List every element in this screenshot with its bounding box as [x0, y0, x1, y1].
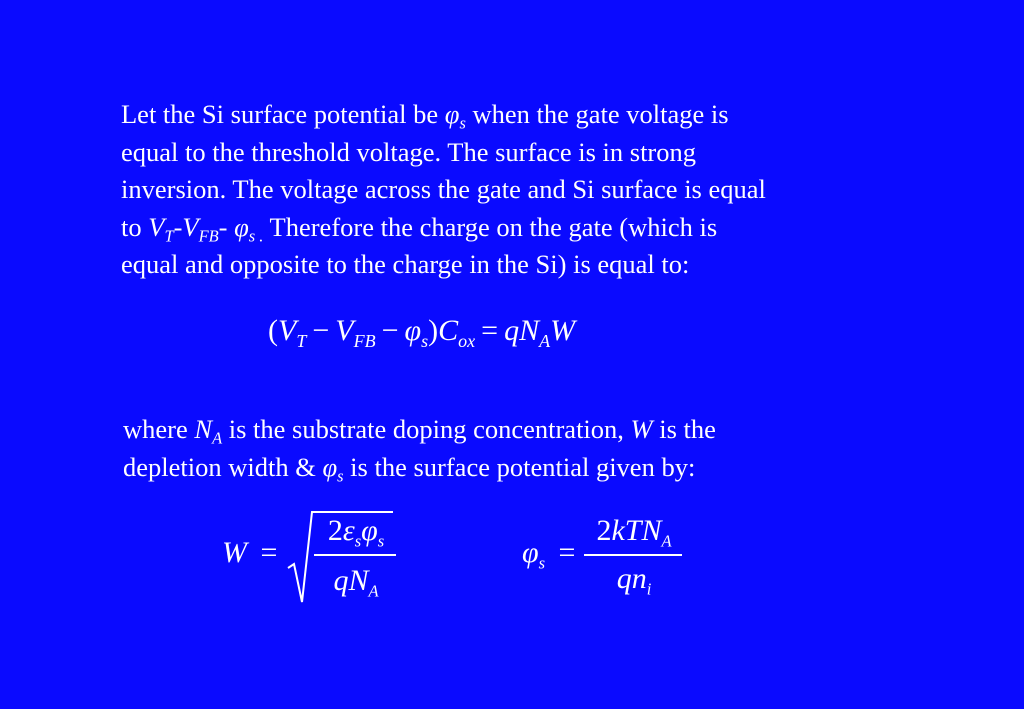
subscript: s [354, 531, 362, 551]
subscript: FB [353, 330, 376, 351]
subscript: ox [458, 330, 476, 351]
text: Therefore the charge on the gate (which is [263, 211, 718, 242]
fraction-bar [314, 554, 396, 556]
paren: ) [428, 314, 439, 347]
para2-line1 [123, 411, 716, 449]
fraction-bar [584, 554, 682, 556]
symbol: V [278, 314, 297, 347]
text: is the surface potential given by: [343, 451, 696, 482]
fraction-denominator [584, 562, 684, 599]
para1-line4 [121, 209, 766, 247]
paragraph-definitions [123, 411, 716, 486]
operator: − [381, 314, 399, 347]
symbol: qn [616, 562, 647, 595]
subscript: FB [198, 225, 219, 245]
para1-line1 [121, 96, 766, 134]
symbol: N [348, 564, 369, 597]
equation-lhs [222, 536, 283, 570]
text: - [218, 211, 235, 242]
equation-surface-potential [522, 512, 702, 602]
symbol: N [194, 414, 213, 444]
symbol: V [148, 211, 165, 242]
subscript: i [646, 579, 652, 599]
subscript: s . [248, 225, 264, 245]
operator: − [312, 314, 330, 347]
subscript: A [368, 581, 379, 601]
subscript: s [377, 531, 385, 551]
operator: = [260, 536, 278, 569]
text: is the [652, 414, 716, 444]
para1-line5: equal and opposite to the charge in the Si) is equal to: [121, 249, 690, 279]
symbol: V [335, 314, 354, 347]
text: where [123, 414, 195, 444]
phi-symbol: φ [444, 99, 460, 129]
subscript: T [296, 330, 307, 351]
fraction-denominator [318, 564, 394, 601]
text: to [121, 211, 149, 242]
fraction-numerator [584, 514, 684, 551]
operator: = [558, 536, 576, 569]
phi-symbol: φ [522, 536, 539, 569]
fraction-numerator [318, 514, 394, 551]
equation-depletion-width [222, 506, 422, 616]
symbol: q [504, 314, 520, 347]
subscript: A [539, 330, 551, 351]
subscript: s [337, 465, 344, 485]
text: when the gate voltage is [465, 99, 729, 129]
digit: 2 [596, 514, 612, 547]
subscript: A [661, 531, 672, 551]
symbol: W [630, 414, 653, 444]
text: is the substrate doping concentration, [222, 414, 631, 444]
text: - [173, 211, 183, 242]
phi-symbol: φ [404, 314, 422, 347]
para2-line2 [123, 449, 716, 487]
symbol: q [333, 564, 349, 597]
subscript: T [164, 225, 174, 245]
paragraph-surface-potential [121, 96, 766, 284]
operator: = [481, 314, 499, 347]
equation-lhs [522, 536, 581, 573]
paren: ( [268, 314, 278, 347]
symbol: kTN [611, 514, 662, 547]
phi-symbol: φ [322, 451, 338, 482]
subscript: s [459, 113, 466, 133]
para1-line3: inversion. The voltage across the gate and Si surface is equal [121, 174, 766, 204]
symbol: W [550, 314, 576, 347]
digit: 2 [327, 514, 343, 547]
symbol: V [182, 211, 199, 242]
symbol: N [519, 314, 540, 347]
subscript: s [538, 553, 546, 573]
subscript: A [212, 428, 223, 448]
equation-charge-balance [268, 314, 576, 351]
subscript: s [421, 330, 429, 351]
para1-line2: equal to the threshold voltage. The surface is in strong [121, 136, 697, 167]
epsilon-symbol: ε [342, 514, 355, 547]
symbol: W [222, 536, 247, 569]
phi-symbol: φ [361, 514, 378, 547]
text: depletion width & [123, 451, 323, 482]
symbol: C [438, 314, 459, 347]
text: Let the Si surface potential be [121, 99, 445, 129]
phi-symbol: φ [234, 211, 249, 242]
